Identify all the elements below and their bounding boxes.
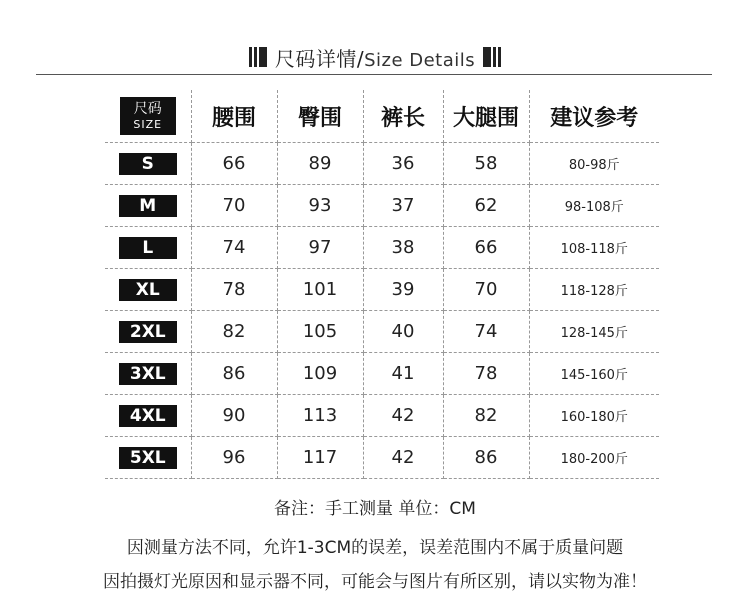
size-badge: M: [119, 195, 177, 217]
length-cell: 39: [363, 269, 443, 311]
thigh-cell: 58: [443, 143, 529, 185]
thigh-cell: 62: [443, 185, 529, 227]
length-cell: 42: [363, 395, 443, 437]
size-header-badge: [120, 97, 176, 135]
page-title-en: Size Details: [364, 49, 476, 71]
table-row: [105, 227, 659, 269]
title-right-decoration: [483, 47, 501, 67]
table-row: [105, 353, 659, 395]
size-cell: [105, 395, 191, 437]
table-row: [105, 311, 659, 353]
page-title-cn: 尺码详情/: [274, 46, 365, 71]
length-cell: 37: [363, 185, 443, 227]
hip-cell: 97: [277, 227, 363, 269]
length-cell: 42: [363, 437, 443, 479]
length-cell: 40: [363, 311, 443, 353]
reference-cell: 128-145斤: [529, 311, 659, 353]
thigh-cell: 86: [443, 437, 529, 479]
size-badge: 3XL: [119, 363, 177, 385]
table-row: [105, 437, 659, 479]
size-header-cn: 尺码: [133, 101, 162, 117]
size-table: [105, 90, 659, 479]
waist-cell: 78: [191, 269, 277, 311]
waist-cell: 70: [191, 185, 277, 227]
size-badge: S: [119, 153, 177, 175]
size-badge: XL: [119, 279, 177, 301]
thigh-cell: 82: [443, 395, 529, 437]
length-cell: 36: [363, 143, 443, 185]
table-header-row: [105, 90, 659, 143]
page-title: [275, 43, 475, 72]
length-cell: 41: [363, 353, 443, 395]
header-thigh: 大腿围: [443, 90, 529, 143]
title-divider: [36, 74, 712, 75]
waist-cell: 90: [191, 395, 277, 437]
header-reference: 建议参考: [529, 90, 659, 143]
hip-cell: 101: [277, 269, 363, 311]
length-cell: 38: [363, 227, 443, 269]
title-bar: [0, 40, 750, 74]
waist-cell: 86: [191, 353, 277, 395]
hip-cell: 105: [277, 311, 363, 353]
reference-cell: 98-108斤: [529, 185, 659, 227]
header-size: [105, 90, 191, 143]
size-cell: [105, 353, 191, 395]
size-badge: L: [119, 237, 177, 259]
size-badge: 4XL: [119, 405, 177, 427]
table-row: [105, 143, 659, 185]
hip-cell: 89: [277, 143, 363, 185]
hip-cell: 109: [277, 353, 363, 395]
header-waist: 腰围: [191, 90, 277, 143]
size-header-en: SIZE: [133, 118, 163, 131]
size-cell: [105, 185, 191, 227]
table-row: [105, 395, 659, 437]
reference-cell: 160-180斤: [529, 395, 659, 437]
thigh-cell: 74: [443, 311, 529, 353]
header-length: 裤长: [363, 90, 443, 143]
waist-cell: 82: [191, 311, 277, 353]
size-cell: [105, 311, 191, 353]
waist-cell: 66: [191, 143, 277, 185]
reference-cell: 180-200斤: [529, 437, 659, 479]
thigh-cell: 66: [443, 227, 529, 269]
reference-cell: 80-98斤: [529, 143, 659, 185]
thigh-cell: 78: [443, 353, 529, 395]
hip-cell: 117: [277, 437, 363, 479]
waist-cell: 96: [191, 437, 277, 479]
header-hip: 臀围: [277, 90, 363, 143]
reference-cell: 108-118斤: [529, 227, 659, 269]
table-row: [105, 269, 659, 311]
size-badge: 5XL: [119, 447, 177, 469]
waist-cell: 74: [191, 227, 277, 269]
note-unit: 备注：手工测量 单位：CM: [274, 499, 476, 519]
note-color: 因拍摄灯光原因和显示器不同，可能会与图片有所区别，请以实物为准！: [103, 572, 647, 592]
reference-cell: 145-160斤: [529, 353, 659, 395]
hip-cell: 93: [277, 185, 363, 227]
reference-cell: 118-128斤: [529, 269, 659, 311]
size-badge: 2XL: [119, 321, 177, 343]
hip-cell: 113: [277, 395, 363, 437]
size-cell: [105, 143, 191, 185]
note-tolerance: 因测量方法不同，允许1-3CM的误差，误差范围内不属于质量问题: [126, 538, 624, 558]
size-cell: [105, 269, 191, 311]
title-left-decoration: [249, 47, 267, 67]
size-cell: [105, 437, 191, 479]
table-row: [105, 185, 659, 227]
thigh-cell: 70: [443, 269, 529, 311]
size-cell: [105, 227, 191, 269]
